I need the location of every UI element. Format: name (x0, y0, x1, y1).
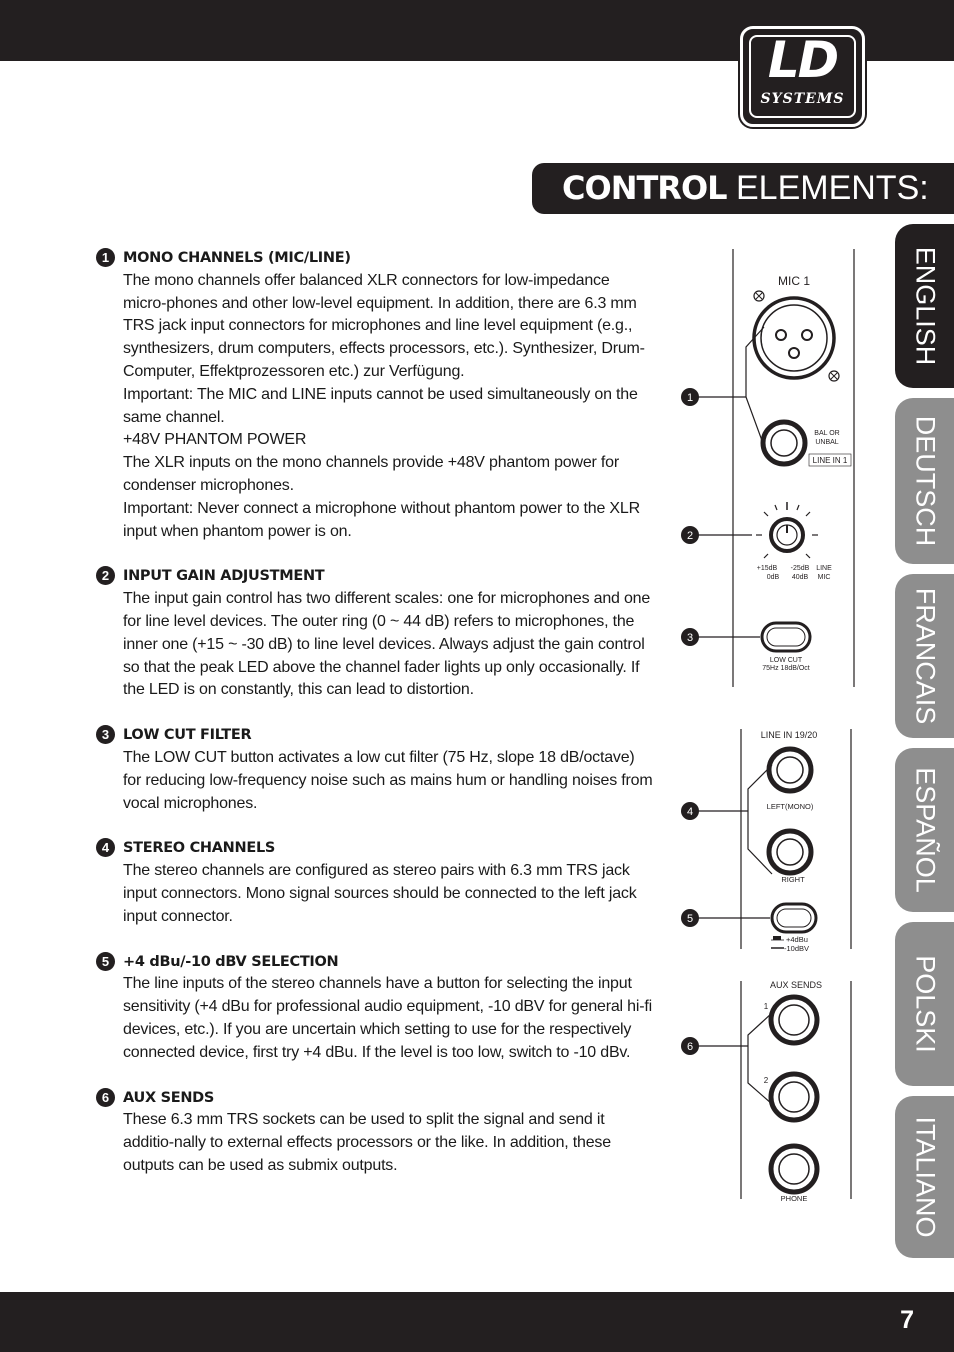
page-title-light: ELEMENTS: (735, 169, 929, 207)
section-title: LOW CUT FILTER (123, 727, 252, 744)
section-body (123, 588, 656, 702)
aux-send-1-jack-icon (771, 997, 817, 1043)
language-tab-francais[interactable] (895, 574, 954, 738)
language-tab-polski[interactable] (895, 922, 954, 1086)
bal-label-1: BAL OR (814, 430, 840, 437)
section-low-cut (96, 724, 656, 815)
language-tab-label: FRANCAIS (910, 587, 940, 725)
line-in-jack-icon (763, 422, 805, 464)
level-select-button-icon (772, 904, 816, 932)
callout-1 (681, 388, 699, 406)
section-paragraph: +48V PHANTOM POWER (123, 431, 307, 449)
section-number-badge: 5 (96, 952, 115, 971)
stereo-right-jack-icon (769, 831, 811, 873)
section-mono-channels (96, 247, 656, 543)
section-paragraph: The stereo channels are configured as stereo pairs with 6.3 mm TRS jack input connectors. Mono signal sources should be connected to the left jack input connector. (123, 862, 637, 925)
mixer-panel-diagram (676, 249, 866, 1249)
mixer-panel-drawing (676, 249, 866, 1249)
section-paragraph: Important: The MIC and LINE inputs cannot be used simultaneously on the same channel. (123, 385, 638, 426)
phone-label: PHONE (780, 1194, 808, 1203)
section-input-gain (96, 565, 656, 702)
left-mono-label: LEFT(MONO) (766, 802, 814, 811)
callout-2 (681, 526, 699, 544)
callout-number: 1 (686, 392, 694, 404)
section-body (123, 973, 656, 1064)
callout-number: 5 (686, 913, 694, 925)
section-title: +4 dBu/-10 dBV SELECTION (123, 953, 339, 970)
callout-5 (681, 909, 699, 927)
section-paragraph: These 6.3 mm TRS sockets can be used to split the signal and send it additio-nally to external effects processors or the like. In addition, these outputs can be used as submix outputs. (123, 1111, 611, 1174)
aux-sends-strip (698, 980, 851, 1203)
gain-knob-icon (756, 502, 818, 558)
language-tab-label: ESPAÑOL (910, 767, 940, 893)
section-body (123, 270, 656, 544)
section-aux-sends (96, 1087, 656, 1178)
lowcut-label-1: LOW CUT (769, 657, 803, 664)
aux-sends-label: AUX SENDS (769, 980, 823, 990)
section-number-badge: 1 (96, 248, 115, 267)
aux-number-1: 1 (763, 1002, 769, 1011)
right-label: RIGHT (781, 875, 805, 884)
bottom-bar (0, 1292, 954, 1352)
callout-4 (681, 802, 699, 820)
callout-6 (681, 1037, 699, 1055)
language-tab-deutsch[interactable] (895, 398, 954, 564)
section-paragraph: Important: Never connect a microphone without phantom power to the XLR input when phantom power is on. (123, 499, 640, 540)
callout-number: 4 (686, 806, 694, 818)
aux-send-2-jack-icon (771, 1074, 817, 1120)
section-paragraph: The line inputs of the stereo channels have a button for selecting the input sensitivity (+4 dBu for professional audio equipment, -10 dBV for general hi-fi devices, etc.). If you are uncertain which setting to use for the respectively connected device, first try +4 dBu. If the level is too low, switch to -10 dBv. (123, 975, 652, 1061)
section-number-badge: 3 (96, 725, 115, 744)
language-tab-espanol[interactable] (895, 748, 954, 912)
gain-label-mic: MIC (817, 574, 831, 581)
gain-label-0db: 0dB (766, 574, 780, 581)
section-number-badge: 4 (96, 838, 115, 857)
section-body (123, 1109, 656, 1177)
level-label-minus10: -10dBV (784, 944, 810, 953)
line-in-label: LINE IN 1 (812, 456, 848, 465)
language-tab-label: ITALIANO (910, 1116, 940, 1238)
language-tab-italiano[interactable] (895, 1096, 954, 1258)
lowcut-label-2: 75Hz 18dB/Oct (762, 665, 810, 672)
aux-number-2: 2 (763, 1076, 769, 1085)
page-title (532, 163, 954, 214)
low-cut-button-icon (762, 623, 810, 651)
gain-label-line: LINE (816, 565, 832, 572)
callout-number: 3 (686, 632, 694, 644)
gain-label-plus15: +15dB (756, 565, 778, 572)
section-number-badge: 2 (96, 566, 115, 585)
callout-3 (681, 628, 699, 646)
section-title: STEREO CHANNELS (123, 840, 276, 857)
stereo-left-jack-icon (769, 749, 811, 791)
logo-main-text: LD (767, 31, 838, 89)
callout-number: 6 (686, 1041, 694, 1053)
callout-number: 2 (686, 530, 694, 542)
gain-label-minus25: -25dB (790, 565, 810, 572)
section-title: INPUT GAIN ADJUSTMENT (123, 568, 325, 585)
gain-label-40db: 40dB (791, 574, 809, 581)
section-level-selection (96, 951, 656, 1065)
xlr-connector-icon (754, 291, 839, 381)
section-paragraph: The XLR inputs on the mono channels provide +48V phantom power for condenser microphones. (123, 454, 620, 494)
logo-sub-text: SYSTEMS (760, 91, 845, 107)
level-label-plus4: +4dBu (786, 935, 808, 944)
ld-systems-logo (740, 26, 865, 127)
stereo-label: LINE IN 19/20 (760, 730, 818, 740)
section-paragraph: The LOW CUT button activates a low cut filter (75 Hz, slope 18 dB/octave) for reducing low-frequency noise such as mains hum or handling noises from vocal microphones. (123, 748, 653, 812)
language-tab-label: POLSKI (910, 955, 940, 1053)
language-tab-label: DEUTSCH (910, 415, 940, 547)
section-title: MONO CHANNELS (MIC/LINE) (123, 250, 351, 266)
bal-label-2: UNBAL (815, 439, 839, 446)
section-number-badge: 6 (96, 1088, 115, 1107)
section-body (123, 747, 656, 815)
mic-label: MIC 1 (777, 274, 811, 288)
mono-channel-strip (698, 249, 854, 687)
language-tab-label: ENGLISH (910, 246, 940, 366)
phone-jack-icon (771, 1146, 817, 1192)
section-body (123, 860, 656, 928)
language-tab-english[interactable] (895, 224, 954, 388)
section-title: AUX SENDS (123, 1089, 215, 1106)
page-number: 7 (900, 1306, 914, 1334)
section-paragraph: The input gain control has two different scales: one for microphones and one for line level devices. The outer ring (0 ~ 44 dB) refers to microphones, the inner one (+15 ~ -30 dB) to line level devices. Always adjust the gain control so that the peak LED above the channel fader lights up only occasionally. If the LED is on constantly, this can lead to distortion. (123, 590, 651, 699)
section-stereo-channels (96, 837, 656, 928)
section-paragraph: The mono channels offer balanced XLR connectors for low-impedance micro-phones and other low-level equipment. In addition, there are 6.3 mm TRS jack input connectors for microphones and line level equipment (e.g., synthesizers, drum computers, effects processors, etc.). Synthesizer, Drum-Computer, Effektprozessoren etc.) zur Verfügung. (123, 271, 645, 380)
control-elements-text (96, 247, 656, 1200)
stereo-channel-strip (698, 729, 851, 953)
page-title-bold: CONTROL (562, 169, 727, 207)
